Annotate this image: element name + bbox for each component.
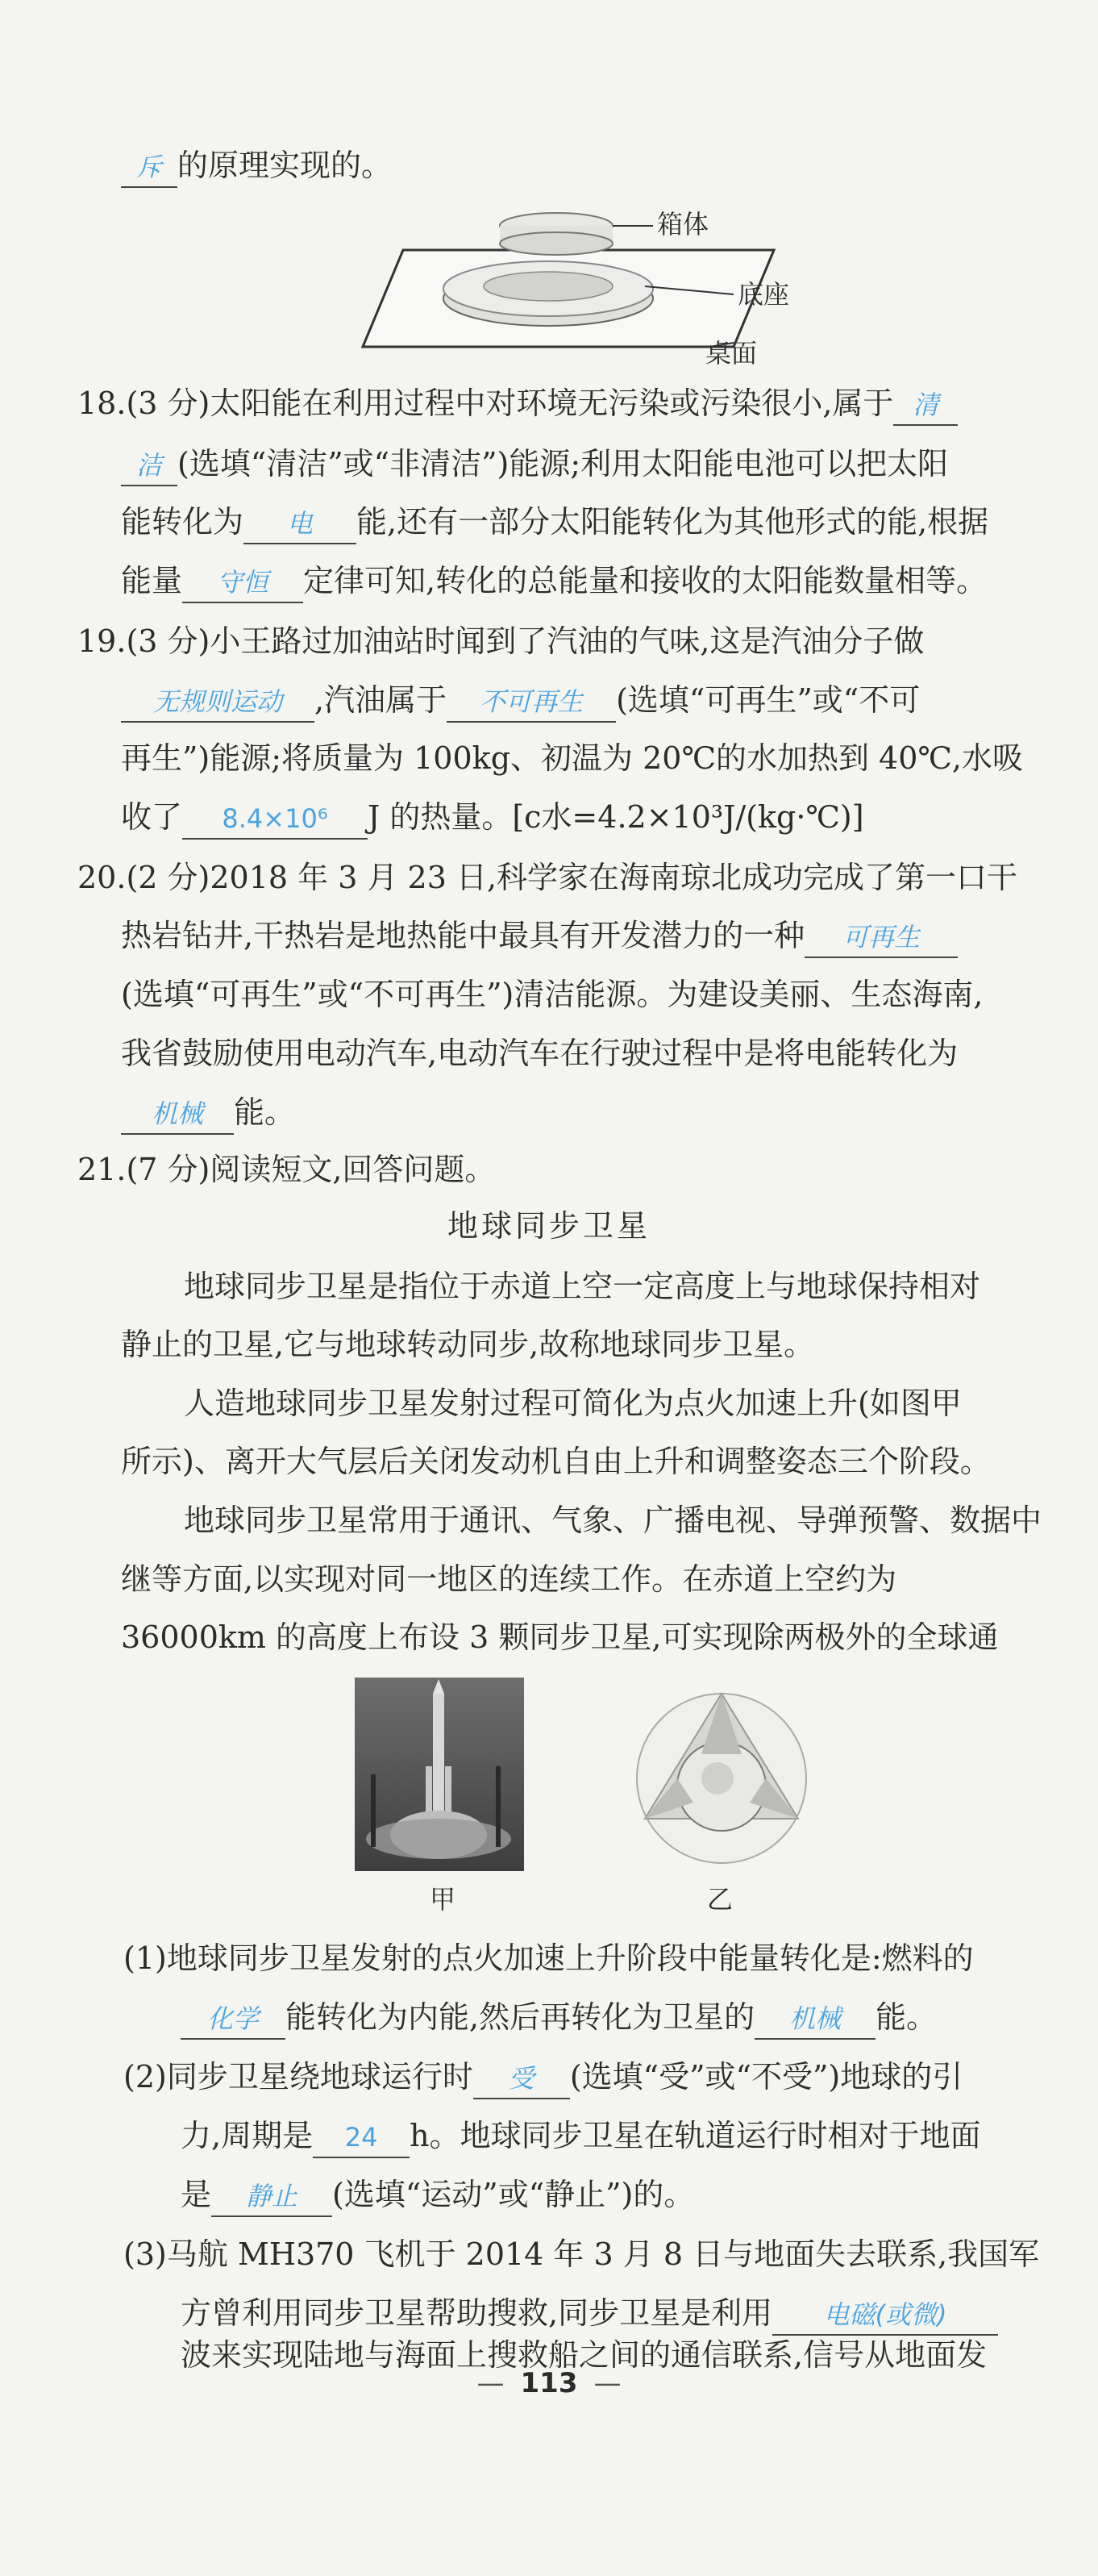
label-box: 箱体 bbox=[657, 209, 709, 240]
answer-blank: 化学 bbox=[181, 1999, 285, 2040]
answer-blank: 电 bbox=[243, 504, 356, 544]
sub2-line3 bbox=[181, 2170, 1098, 2219]
q19-line3 bbox=[121, 734, 1080, 782]
fig-caption-b: 乙 bbox=[707, 1884, 734, 1915]
paragraph-line: 人造地球同步卫星发射过程可简化为点火加速上升(如图甲 bbox=[184, 1386, 962, 1421]
question-number: 20. bbox=[77, 860, 127, 895]
q19-line1 bbox=[77, 617, 1037, 665]
text: (选填“受”或“不受”)地球的引 bbox=[569, 2059, 963, 2095]
answer-blank: 机械 bbox=[755, 1999, 875, 2040]
text: J 的热量。[c水=4.2×10³J/(kg·℃)] bbox=[368, 799, 864, 835]
footer-dash-right: — bbox=[593, 2367, 622, 2399]
text: (2 分)2018 年 3 月 23 日,科学家在海南琼北成功完成了第一口干 bbox=[126, 860, 1018, 895]
text: (3 分)小王路过加油站时闻到了汽油的气味,这是汽油分子做 bbox=[126, 623, 925, 659]
footer-dash-left: — bbox=[476, 2367, 505, 2399]
answer-blank: 不可再生 bbox=[447, 682, 616, 723]
text: 是 bbox=[181, 2177, 212, 2212]
coverage-svg bbox=[613, 1674, 830, 1867]
q18-line1 bbox=[77, 379, 1037, 427]
q20-line3 bbox=[121, 970, 1080, 1019]
text: (1)地球同步卫星发射的点火加速上升阶段中能量转化是:燃料的 bbox=[123, 1940, 974, 1976]
text: 的原理实现的。 bbox=[177, 148, 393, 183]
text: 能量 bbox=[121, 563, 183, 598]
answer-blank: 受 bbox=[473, 2059, 570, 2099]
text: 能。 bbox=[875, 1999, 938, 2035]
text: 力,周期是 bbox=[181, 2118, 314, 2153]
text: 方曾利用同步卫星帮助搜救,同步卫星是利用 bbox=[181, 2295, 773, 2331]
sub1-line2 bbox=[181, 1993, 1098, 2041]
text: 热岩钻井,干热岩是地热能中最具有开发潜力的一种 bbox=[121, 918, 805, 953]
q19-line4 bbox=[121, 793, 1080, 841]
text: 能转化为内能,然后再转化为卫星的 bbox=[285, 1999, 755, 2035]
q17-tail bbox=[121, 141, 1080, 190]
q20-line4 bbox=[121, 1029, 1080, 1078]
text: (选填“运动”或“静止”)的。 bbox=[332, 2177, 695, 2212]
q20-line2 bbox=[121, 911, 1080, 960]
text: 再生”)能源;将质量为 100kg、初温为 20℃的水加热到 40℃,水吸 bbox=[121, 740, 1023, 776]
answer-blank: 24 bbox=[313, 2118, 410, 2158]
text: 能,还有一部分太阳能转化为其他形式的能,根据 bbox=[356, 504, 989, 540]
article-title: 地球同步卫星 bbox=[447, 1208, 651, 1244]
text: ,汽油属于 bbox=[314, 682, 447, 718]
q19-line2 bbox=[121, 676, 1080, 724]
sub3-line2 bbox=[181, 2289, 1098, 2337]
answer-blank: 无规则运动 bbox=[121, 682, 314, 723]
text: 波来实现陆地与海面上搜救船之间的通信联系,信号从地面发 bbox=[181, 2337, 988, 2373]
answer-blank: 清 bbox=[893, 386, 958, 426]
paragraph-line: 地球同步卫星常用于通讯、气象、广播电视、导弹预警、数据中 bbox=[184, 1503, 1042, 1538]
q18-line4 bbox=[121, 556, 1080, 605]
answer-blank: 守恒 bbox=[182, 563, 303, 603]
text: 我省鼓励使用电动汽车,电动汽车在行驶过程中是将电能转化为 bbox=[121, 1036, 959, 1071]
answer-blank: 电磁(或微) bbox=[772, 2295, 998, 2336]
paragraph-line: 36000km 的高度上布设 3 颗同步卫星,可实现除两极外的全球通 bbox=[121, 1619, 999, 1655]
q18-line2 bbox=[121, 440, 1080, 488]
sub3-line1 bbox=[123, 2230, 1083, 2278]
sub2-line2 bbox=[181, 2111, 1098, 2160]
fig-caption-a: 甲 bbox=[430, 1884, 456, 1915]
sub1-line1 bbox=[123, 1934, 1083, 1982]
text: 收了 bbox=[121, 799, 183, 835]
text: h。地球同步卫星在轨道运行时相对于地面 bbox=[410, 2118, 981, 2153]
sub3-line3 bbox=[181, 2331, 1098, 2379]
text: (选填“可再生”或“不可再生”)清洁能源。为建设美丽、生态海南, bbox=[121, 977, 984, 1012]
paragraph-line: 继等方面,以实现对同一地区的连续工作。在赤道上空约为 bbox=[121, 1561, 897, 1597]
text: (选填“清洁”或“非清洁”)能源;利用太阳能电池可以把太阳 bbox=[177, 446, 949, 481]
label-base: 底座 bbox=[738, 279, 790, 310]
question-number: 21. bbox=[77, 1152, 127, 1187]
text: (选填“可再生”或“不可 bbox=[616, 682, 921, 718]
paragraph-line: 静止的卫星,它与地球转动同步,故称地球同步卫星。 bbox=[121, 1327, 815, 1362]
rocket-svg bbox=[355, 1678, 524, 1871]
satellite-coverage-diagram bbox=[613, 1674, 830, 1867]
answer-blank: 静止 bbox=[211, 2177, 332, 2217]
rocket-launch-image bbox=[355, 1678, 524, 1871]
page-number: 113 bbox=[520, 2367, 578, 2399]
q20-line5 bbox=[121, 1088, 1080, 1136]
q20-line1 bbox=[77, 853, 1037, 902]
paragraph-line: 所示)、离开大气层后关闭发动机自由上升和调整姿态三个阶段。 bbox=[121, 1444, 991, 1479]
label-desk: 桌面 bbox=[705, 338, 758, 369]
answer-blank: 机械 bbox=[121, 1094, 234, 1135]
q18-line3 bbox=[121, 498, 1080, 546]
question-number: 18. bbox=[77, 386, 127, 421]
text: (7 分)阅读短文,回答问题。 bbox=[126, 1152, 496, 1187]
text: (3 分)太阳能在利用过程中对环境无污染或污染很小,属于 bbox=[126, 386, 894, 421]
answer-blank: 斥 bbox=[121, 148, 177, 188]
text: (3)马航 MH370 飞机于 2014 年 3 月 8 日与地面失去联系,我国军 bbox=[123, 2236, 1040, 2272]
paragraph-line: 地球同步卫星是指位于赤道上空一定高度上与地球保持相对 bbox=[184, 1269, 981, 1304]
question-number: 19. bbox=[77, 623, 127, 659]
text: (2)同步卫星绕地球运行时 bbox=[123, 2059, 473, 2095]
text: 能转化为 bbox=[121, 504, 244, 540]
sub2-line1 bbox=[123, 2053, 1083, 2101]
text: 能。 bbox=[234, 1094, 296, 1130]
answer-blank: 可再生 bbox=[805, 918, 958, 958]
answer-blank: 洁 bbox=[121, 446, 177, 486]
q21-intro bbox=[77, 1145, 1037, 1194]
text: 定律可知,转化的总能量和接收的太阳能数量相等。 bbox=[303, 563, 988, 598]
answer-blank: 8.4×10⁶ bbox=[182, 799, 368, 840]
